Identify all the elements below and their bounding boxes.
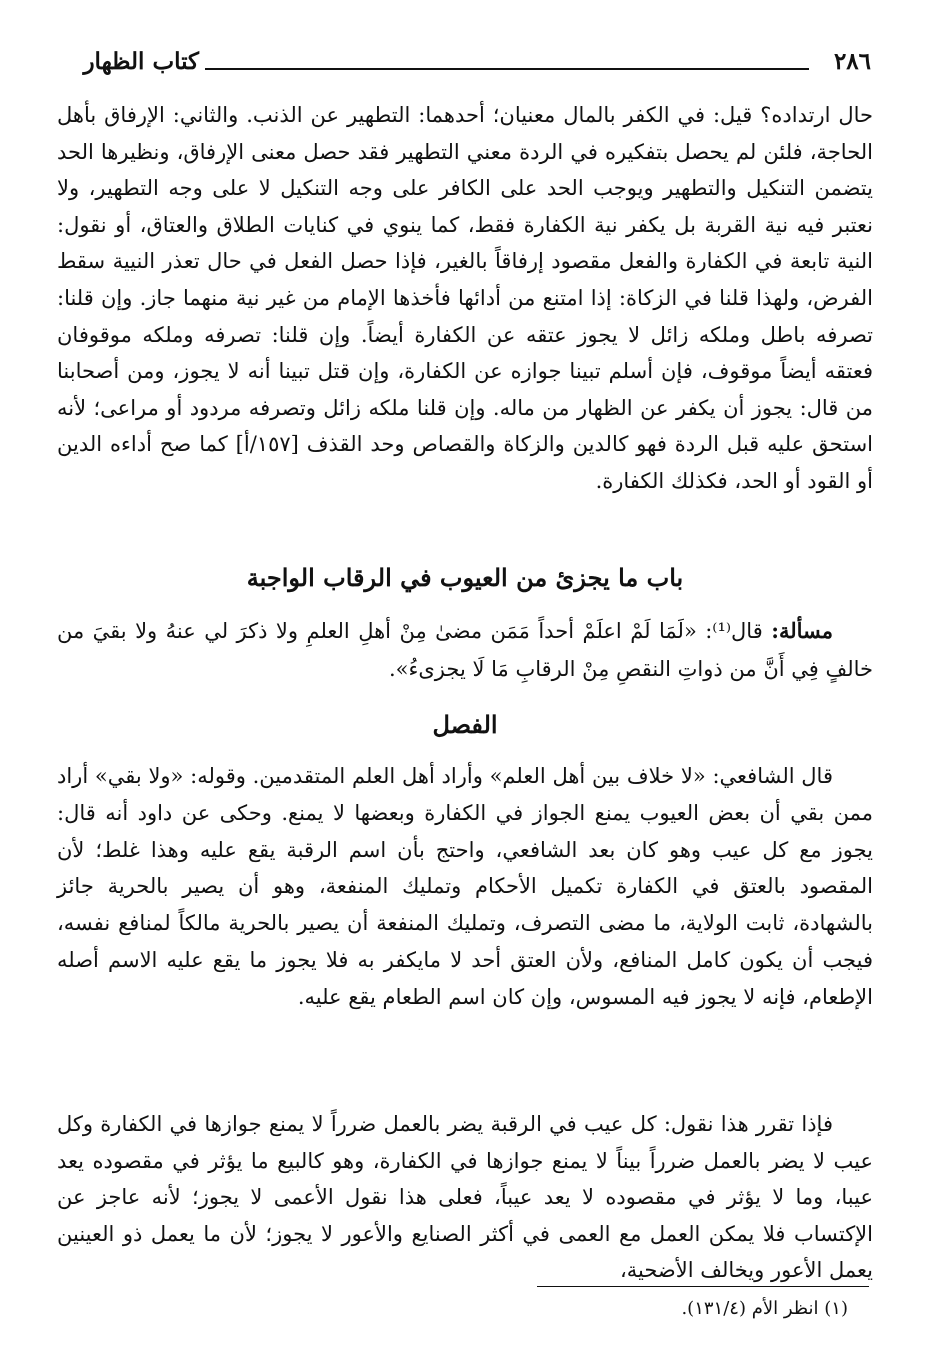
masala-text-wrapper	[57, 612, 873, 688]
section-heading: الفصل	[432, 710, 498, 739]
commentary-text: قال الشافعي: «لا خلاف بين أهل العلم» وأراد أهل العلم المتقدمين. وقوله: «ولا بقي» أراد ممن بقي أن بعض العيوب يمنع الجواز في الكفارة وبعضها لا يمنع. وحكى عن داود أنه قال: يجوز مع كل عيب وهو كان بعد الشافعي، واحتج بأن اسم الرقبة يقع عليه وهذا غلط؛ لأن المقصود بالعتق في الكفارة تكميل الأحكام وتمليك المنفعة، وهو أن يصير بالحرية جائز بالشهادة، ثابت الولاية، ما مضى التصرف، وتمليك المنفعة أن يصير بالحرية مالكاً لمنافع نفسه، فيجب أن يكون كامل المنافع، ولأن العتق أحد لا مايكفر به فلا يجوز ما يقع عليه الاسم أصله الإطعام، فإنه لا يجوز فيه المسوس، وإن كان اسم الطعام يقع عليه.	[57, 764, 873, 1009]
chapter-heading: باب ما يجزئ من العيوب في الرقاب الواجبة	[246, 563, 684, 592]
header-rule	[205, 68, 809, 70]
masala-paragraph	[57, 612, 873, 688]
ruling-paragraph	[57, 1106, 873, 1289]
page-number: ٢٨٦	[833, 48, 871, 75]
book-title: كتاب الظهار	[83, 48, 199, 75]
masala-text: قال⁽¹⁾: «لَمَا لَمْ اعلَمْ أحداً مَمَن مضىٰ مِنْ أهلِ العلمِ ولا ذكرَ لي عنهُ ولا بقيَ من خالفٍ فِي أَنَّ من ذواتِ النقصِ مِنْ الرقابِ مَا لَا يجزىءُ».	[57, 619, 873, 681]
masala-label: مسألة:	[771, 618, 833, 643]
paragraph-text: حال ارتداده؟ قيل: في الكفر بالمال معنيان؛ أحدهما: التطهير عن الذنب. والثاني: الإرفاق بأهل الحاجة، فلئن لم يحصل بتفكيره في الردة معني التطهير فقد حصل معنى الإرفاق، ونظيرها الحد يتضمن التنكيل والتطهير ويوجب الحد على الكافر على وجه التنكيل لا على وجه التطهير، ولا نعتبر فيه نية القربة بل يكفر نية الكفارة فقط، كما ينوي في كنايات الطلاق والعتاق، أو نقول: النية تابعة في الكفارة والفعل مقصود إرفاقاً بالغير، فإذا حصل الفعل في حال تعذر النيية سقط الفرض، ولهذا قلنا في الزكاة: إذا امتنع من أدائها فأخذها الإمام من غير نية منهما جاز. وإن قلنا: تصرفه باطل وملكه زائل لا يجوز عتقه عن الكفارة أيضاً. وإن قلنا: تصرفه وملكه موقوفان فعتقه أيضاً موقوف، فإن أسلم تبينا جوازه عن الكفارة، وإن قتل تبينا أنه لا يجوز، ومن أصحابنا من قال: يجوز أن يكفر عن الظهار من ماله. وإن قلنا ملكه زائل وتصرفه مردود أو مراعى؛ لأنه استحق عليه قبل الردة فهو كالدين والزكاة والقصاص وحد القذف [١٥٧/أ] كما صح أداءه الدين أو القود أو الحد، فكذلك الكفارة.	[57, 103, 873, 493]
footnote: (١) انظر الأم (١٣١/٤).	[681, 1298, 848, 1319]
footnote-separator	[537, 1286, 869, 1287]
commentary-paragraph	[57, 758, 873, 1016]
paragraph-continuation	[57, 97, 873, 500]
ruling-text: فإذا تقرر هذا نقول: كل عيب في الرقبة يضر بالعمل ضرراً لا يمنع جوازها في الكفارة وكل عيب لا يضر بالعمل ضرراً بيناً لا يمنع جوازها في الكفارة، وهو كالبيع ما يؤثر في مقصوده يعد عيبا، وما لا يؤثر في مقصوده لا يعد عيباً، فعلى هذا نقول الأعمى لا يجوز؛ لأنه عاجز عن الإكتساب فلا يمكن العمل مع العمى في أكثر الصنايع والأعور لا يجوز؛ لأن ما يعمل ذو العينين يعمل الأعور ويخالف الأضحية،	[57, 1112, 873, 1282]
running-header	[63, 44, 871, 84]
